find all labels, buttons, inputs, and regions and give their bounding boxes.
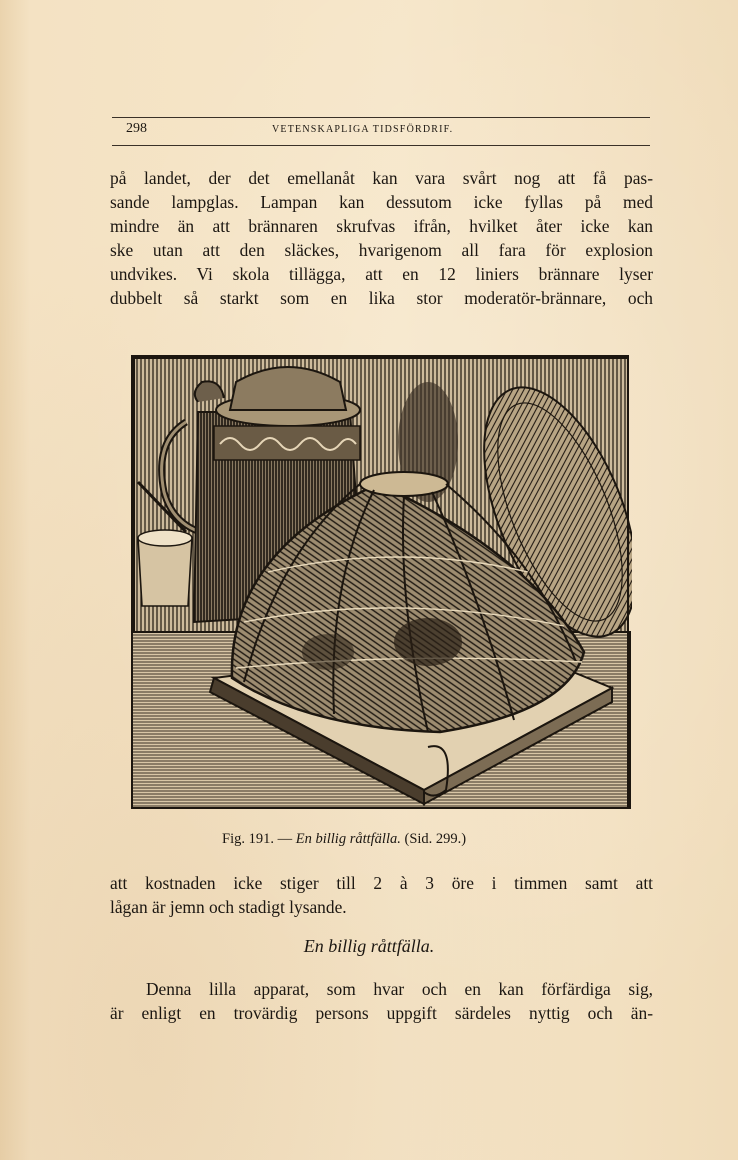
text-line: ske utan att den släckes, hvarigenom all fara för explosion	[110, 240, 653, 260]
text-line: är enligt en trovärdig persons uppgift särdeles nyttig och än-	[110, 1003, 653, 1023]
text-line: sande lampglas. Lampan kan dessutom icke fyllas på med	[110, 192, 653, 212]
text-line: mindre än att brännaren skrufvas ifrån, hvilket åter icke kan	[110, 216, 653, 236]
engraving-illustration	[128, 352, 632, 816]
caption-title: En billig råttfälla.	[295, 831, 401, 847]
page-number: 298	[126, 121, 147, 136]
caption-prefix: Fig. 191. —	[222, 831, 293, 847]
text-line: på landet, der det emellanåt kan vara svårt nog att få pas-	[110, 168, 653, 188]
text-line: Denna lilla apparat, som hvar och en kan förfärdiga sig,	[146, 979, 653, 999]
engraving-rat-trap	[128, 352, 632, 816]
running-title: VETENSKAPLIGA TIDSFÖRDRIF.	[272, 124, 454, 135]
text-line: att kostnaden icke stiger till 2 à 3 öre i timmen samt att	[110, 873, 653, 893]
paragraph-continued	[110, 166, 653, 310]
text-line: undvikes. Vi skola tillägga, att en 12 liniers brännare lyser	[110, 264, 653, 284]
section-heading: En billig råttfälla.	[303, 936, 435, 956]
caption-page-ref: (Sid. 299.)	[404, 831, 467, 847]
paragraph-after-figure	[110, 871, 653, 919]
header-top-rule	[112, 117, 650, 118]
header-bottom-rule	[112, 145, 650, 146]
text-line: dubbelt så starkt som en lika stor moderatör-brännare, och	[110, 288, 653, 308]
paragraph-section-body	[110, 977, 653, 1025]
text-line: lågan är jemn och stadigt lysande.	[110, 897, 347, 917]
figure-caption	[222, 831, 466, 848]
page-header	[112, 121, 650, 139]
